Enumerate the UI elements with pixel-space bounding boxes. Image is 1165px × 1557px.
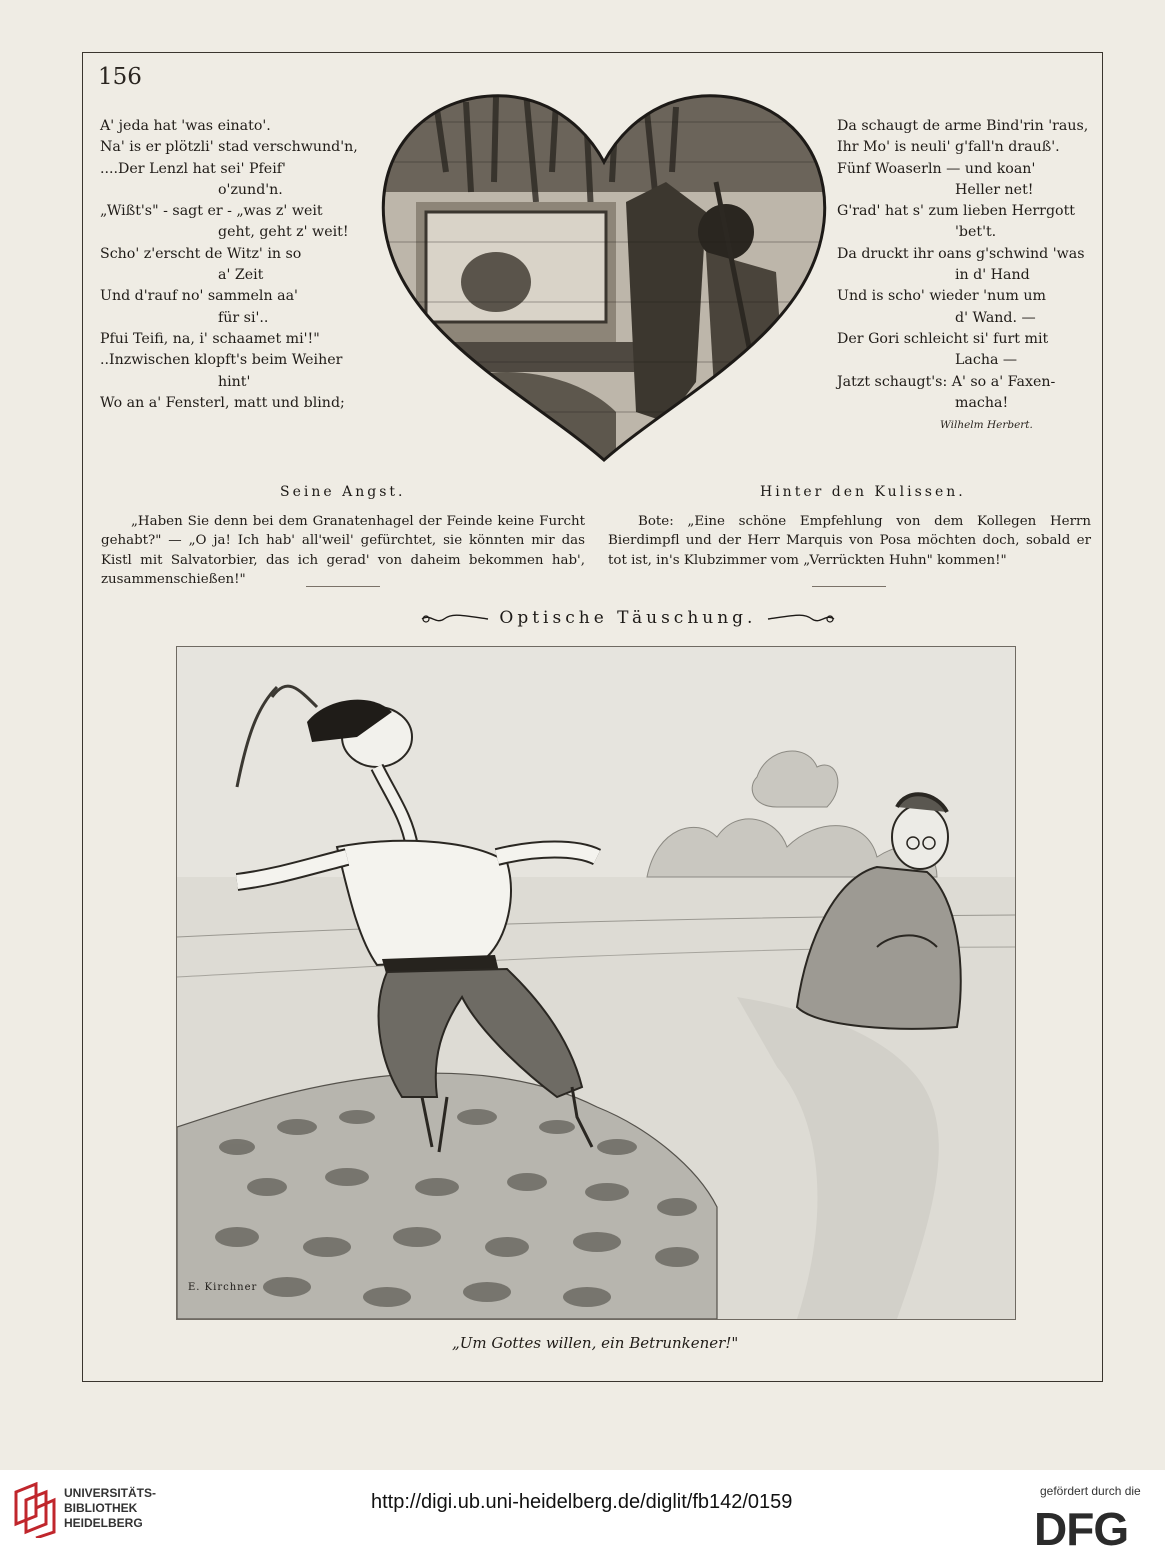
artist-signature: E. Kirchner [188, 1282, 258, 1293]
poem-left-line: Und d'rauf no' sammeln aa' [100, 288, 298, 305]
document-url-link[interactable]: http://digi.ub.uni-heidelberg.de/diglit/fb142/0159 [371, 1491, 793, 1513]
poem-left-line: für si'.. [218, 309, 269, 326]
university-logo-icon [12, 1482, 56, 1538]
kulissen-title: Hinter den Kulissen. [760, 484, 966, 500]
dfg-logo: DFG [1034, 1503, 1129, 1555]
poem-left-line: Wo an a' Fensterl, matt und blind; [100, 394, 345, 411]
right-ornament-icon [766, 611, 836, 627]
poem-right-line: Da druckt ihr oans g'schwind 'was [837, 245, 1085, 262]
poem-right-line: Fünf Woaserln — und koan' [837, 160, 1036, 177]
university-name-line-2: BIBLIOTHEK [64, 1501, 138, 1515]
university-name-line-1: UNIVERSITÄTS- [64, 1486, 157, 1500]
heart-illustration [376, 82, 832, 464]
cartoon-caption: „Um Gottes willen, ein Betrunkener!" [452, 1334, 739, 1352]
angst-body: „Haben Sie denn bei dem Granatenhagel der Feinde keine Furcht gehabt?" — „O ja! Ich hab' all'weil' gefürchtet, sie könnten mir das Kistl mit Salvatorbier, das ich gerad' von daheim bekommen hab', zusammenschießen!" [101, 514, 585, 587]
poem-left-line: Scho' z'erscht de Witz' in so [100, 245, 302, 262]
poem-right-line: 'bet't. [955, 224, 997, 241]
poem-right-line: Da schaugt de arme Bind'rin 'raus, [837, 118, 1089, 134]
kulissen-end-rule [812, 586, 886, 587]
poem-right-line: d' Wand. — [955, 309, 1036, 326]
poem-right-column [837, 116, 1099, 414]
angst-end-rule [306, 586, 380, 587]
poem-right-line: G'rad' hat s' zum lieben Herrgott [837, 203, 1075, 220]
poem-right-line: Ihr Mo' is neuli' g'fall'n drauß'. [837, 139, 1060, 156]
poem-left-line: hint' [218, 373, 251, 390]
angst-title: Seine Angst. [280, 484, 406, 500]
poem-left-column [100, 116, 372, 414]
left-ornament-icon [420, 611, 490, 627]
poem-right-line: Der Gori schleicht si' furt mit [837, 330, 1049, 347]
poem-left-line: A' jeda hat 'was einato'. [100, 118, 271, 134]
poem-left-line: ..Inzwischen klopft's beim Weiher [100, 352, 343, 369]
poem-right-line: Und is scho' wieder 'num um [837, 288, 1046, 305]
page-number: 156 [98, 64, 142, 90]
university-name [64, 1486, 156, 1531]
university-name-line-3: HEIDELBERG [64, 1516, 143, 1530]
poem-right-line: Jatzt schaugt's: A' so a' Faxen- [837, 373, 1056, 390]
poem-left-line: ....Der Lenzl hat sei' Pfeif' [100, 160, 286, 177]
poem-left-line: Pfui Teifi, na, i' schaamet mi'!" [100, 330, 320, 347]
kulissen-body: Bote: „Eine schöne Empfehlung von dem Kollegen Herrn Bierdimpfl und der Herr Marquis von Posa möchten doch, sobald er tot ist, in's Klubzimmer vom „Verrückten Huhn" kommen!" [608, 514, 1091, 568]
poem-left-line: a' Zeit [218, 267, 264, 284]
cartoon-title [420, 608, 836, 628]
poem-left-line: „Wißt's" - sagt er - „was z' weit [100, 203, 323, 220]
poem-right-line: in d' Hand [955, 267, 1030, 284]
poem-left-line: Na' is er plötzli' stad verschwund'n, [100, 139, 358, 156]
poem-left-line: geht, geht z' weit! [218, 224, 349, 241]
cartoon-title-text: Optische Täuschung. [499, 608, 757, 628]
poem-right-line: macha! [955, 394, 1009, 411]
cartoon-illustration [176, 646, 1016, 1320]
funded-by-text: gefördert durch die [1040, 1484, 1141, 1498]
heart-illustration-svg [376, 82, 832, 464]
poem-right-line: Heller net! [955, 181, 1034, 198]
scarecrow-scene-svg [177, 647, 1015, 1319]
poem-left-line: o'zund'n. [218, 181, 283, 198]
poem-author: Wilhelm Herbert. [940, 419, 1033, 431]
poem-right-line: Lacha — [955, 352, 1018, 369]
